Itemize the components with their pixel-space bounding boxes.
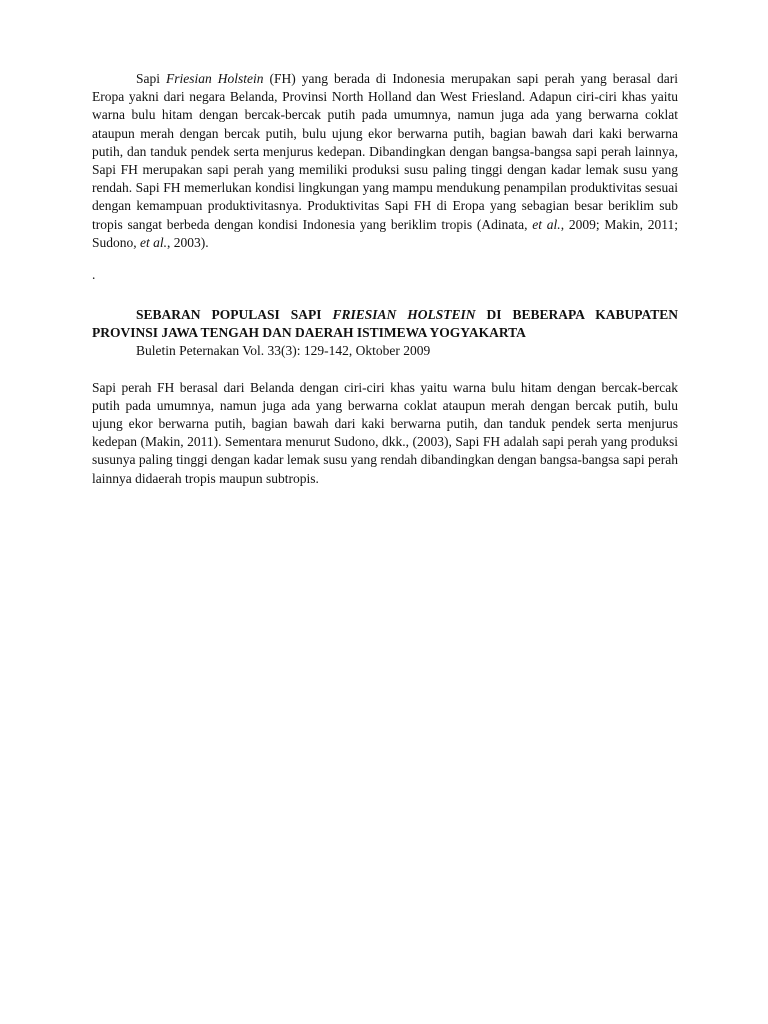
citation-text: , 2009; Makin, 2011; Sudono,: [92, 216, 679, 250]
citation-et-al: et al.: [532, 216, 561, 232]
citation-et-al-2: et al.: [140, 234, 168, 250]
paragraph-summary: Sapi perah FH berasal dari Belanda dengan ciri-ciri khas yaitu warna bulu hitam dengan bercak-bercak putih pada umumnya, namun juga ada yang berwarna coklat ataupun merah dengan bercak putih, bulu ujung ekor berwarna putih, bagian bawah dari kaki berwarna putih, dan tanduk pendek serta menjurus kedepan (Makin, 2011). Sementara menurut Sudono, dkk., (2003), Sapi FH adalah sapi perah yang produksi susunya paling tinggi dengan kadar lemak susu yang rendah dibandingkan dengan bangsa-bangsa sapi perah lainnya didaerah tropis maupun subtropis.: [92, 379, 678, 486]
species-name: Friesian Holstein: [166, 71, 264, 86]
citation-text-2: , 2003).: [167, 234, 209, 250]
paragraph-intro-body: (FH) yang berada di Indonesia merupakan sapi perah yang berasal dari Eropa yakni dari negara Belanda, Provinsi North Holland dan West Friesland. Adapun ciri-ciri khas yaitu warna bulu hitam dengan bercak-bercak putih pada umumnya, namun juga ada yang berwarna coklat ataupun merah dengan bercak putih, bulu ujung ekor berwarna putih, bagian bawah dari kaki berwarna putih, dan tanduk pendek serta menjurus kedepan. Dibandingkan dengan bangsa-bangsa sapi perah lainnya, Sapi FH merupakan sapi perah yang memiliki produksi susu paling tinggi dengan kadar lemak susu yang rendah. Sapi FH memerlukan kondisi lingkungan yang mampu mendukung penampilan produktivitas sesuai dengan kemampuan produktivitasnya. Produktivitas Sapi FH di Eropa yang sebagian besar beriklim sub tropis sangat berbeda dengan kondisi Indonesia yang beriklim tropis (Adinata,: [92, 71, 678, 232]
reference-title-italic: FRIESIAN HOLSTEIN: [332, 307, 476, 323]
separator-dot: .: [92, 267, 96, 283]
paragraph-intro: [92, 70, 678, 252]
reference-title-post: DI BEBERAPA KABUPATEN PROVINSI JAWA TENGAH DAN DAERAH ISTIMEWA YOGYAKARTA: [92, 307, 678, 341]
document-page: [92, 70, 678, 488]
paragraph-intro-text: Sapi: [136, 71, 166, 86]
reference-title: [92, 306, 678, 342]
reference-source: Buletin Peternakan Vol. 33(3): 129-142, Oktober 2009: [136, 343, 431, 359]
reference-title-pre: SEBARAN POPULASI SAPI: [136, 307, 333, 323]
